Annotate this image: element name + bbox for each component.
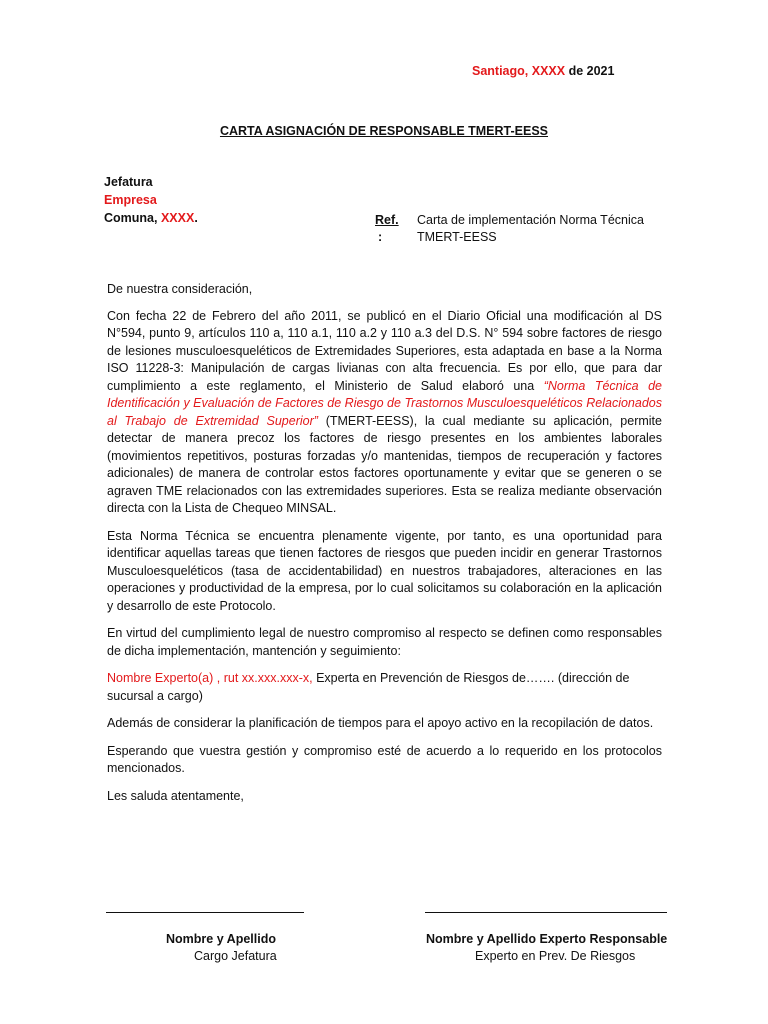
signature-line-right: [425, 912, 667, 913]
addressee-line-jefatura: Jefatura: [104, 175, 153, 189]
comuna-value: XXXX: [160, 211, 195, 225]
date-year: de 2021: [568, 64, 615, 78]
signature-right-role: Experto en Prev. De Riesgos: [475, 949, 636, 963]
addressee-block: [104, 173, 198, 227]
expert-rut: xx.xxx.xxx-x,: [238, 671, 313, 685]
paragraph-5: Además de considerar la planificación de tiempos para el apoyo activo en la recopilación de datos.: [107, 716, 654, 730]
greeting: De nuestra consideración,: [107, 282, 253, 296]
reference-colon: :: [378, 230, 383, 244]
addressee-line-comuna: [104, 209, 198, 227]
signature-left-name: Nombre y Apellido: [166, 932, 276, 946]
paragraph-4: [107, 670, 662, 705]
date-city: Santiago, XXXX: [472, 64, 566, 78]
paragraph-6: Esperando que vuestra gestión y compromiso esté de acuerdo a lo requerido en los protocolos mencionados.: [107, 743, 662, 775]
signature-right-name: Nombre y Apellido Experto Responsable: [426, 932, 668, 946]
addressee-line-empresa: Empresa: [104, 193, 157, 207]
signature-left-role: Cargo Jefatura: [194, 949, 277, 963]
reference-label: Ref.: [375, 213, 399, 227]
paragraph-3: En virtud del cumplimiento legal de nuestro compromiso al respecto se definen como responsables de dicha implementación, mantención y seguimiento:: [107, 626, 662, 658]
paragraph-1-start: Con fecha 22 de Febrero del año 2011, se publicó en el Diario Oficial una modificación al DS N°594, punto 9, artículos 110 a, 110 a.1, 110 a.2 y 110 a.3 del D.S. N° 594 sobre factores de riesgo de lesiones musculoesqueléticos de Extremidades Superiores, esta adaptada en base a la Norma ISO 11228-3: Manipulación de cargas livianas con alta frecuencia. Es por ello, que para dar cumplimiento a este reglamento, el Ministerio de Salud elaboró una: [107, 308, 662, 393]
expert-name: Nombre Experto(a) , rut: [107, 671, 239, 685]
signature-line-left: [106, 912, 304, 913]
paragraph-2: Esta Norma Técnica se encuentra plenamente vigente, por tanto, es una oportunidad para identificar aquellas tareas que tienen factores de riesgos que pueden incidir en generar Trastornos Musculoesqueléticos (tasa de accidentabilidad) en nuestros trabajadores, alteraciones en las operaciones y productividad de la empresa, por lo cual solicitamos su colaboración en la aplicación y desarrollo de este Protocolo.: [107, 528, 662, 613]
paragraph-1-end: (TMERT-EESS), la cual mediante su aplicación, permite detectar de manera precoz los factores de riesgo presentes en los ambientes laborales (movimientos repetitivos, posturas forzadas y/o mantenidas, tiempos de recuperación y factores adicionales) de manera de controlar estos factores oportunamente y evitar que se generen o se agraven TME relacionados con las extremidades superiores. Esta se realiza mediante observación directa con la Lista de Chequeo MINSAL.: [107, 413, 662, 515]
expert-description: Experta en Prevención de Riesgos de……. (dirección de sucursal a cargo): [107, 671, 630, 703]
comuna-end: .: [194, 211, 198, 225]
date-line: [472, 64, 614, 78]
closing: Les saluda atentamente,: [107, 788, 244, 803]
comuna-label: Comuna,: [104, 211, 158, 225]
letter-title: CARTA ASIGNACIÓN DE RESPONSABLE TMERT-EESS: [219, 124, 549, 138]
norma-tecnica-title: “Norma Técnica de Identificación y Evaluación de Factores de Riesgo de Trastornos Musculoesqueléticos Relacionados al Trabajo de Extremidad Superior”: [107, 378, 662, 428]
letter-body: [107, 281, 662, 815]
paragraph-1: [107, 308, 662, 518]
reference-text: Carta de implementación Norma Técnica TMERT-EESS: [417, 213, 644, 244]
